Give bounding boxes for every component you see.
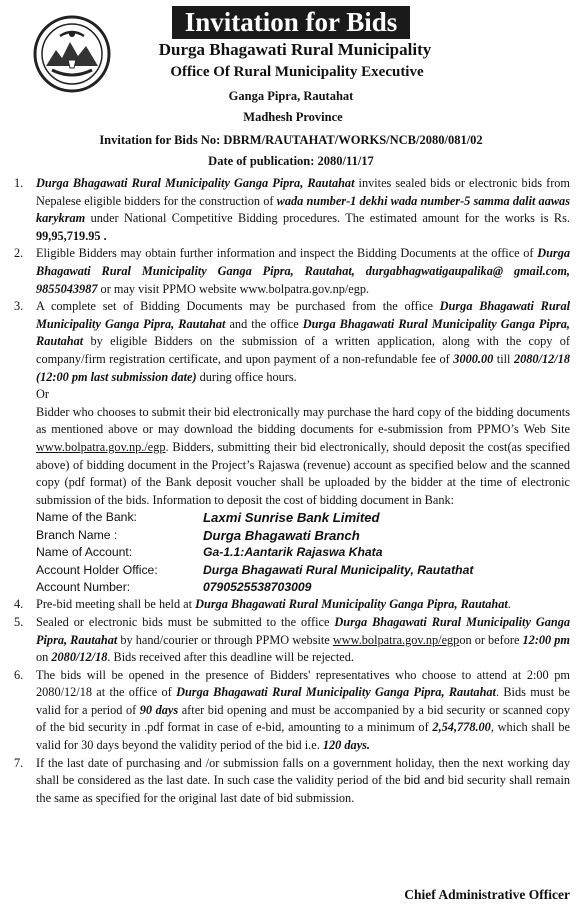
province: Madhesh Province <box>243 110 343 124</box>
text: and the office <box>225 316 303 331</box>
bank-value: Durga Bhagawati Branch <box>203 527 360 543</box>
emph: 120 days. <box>322 738 371 753</box>
text: The bids will be opened in the presence of Bidders' representatives who choose to attend at 2:00 pm 2080/12/18 at the office of <box>36 667 570 700</box>
emph: 90 days <box>139 702 179 717</box>
text: till <box>493 351 514 366</box>
clause-text <box>36 667 570 755</box>
bank-row <box>36 527 570 544</box>
bank-value: 0790525538703009 <box>203 579 312 594</box>
clause-7 <box>14 755 570 808</box>
emph: 2080/12/18 <box>51 650 108 665</box>
clause-number: 7. <box>14 755 24 770</box>
text: , which shall be valid for 30 days beyond the validity period of the bid i.e. <box>36 720 570 753</box>
bank-value: Ga-1.1:Aantarik Rajaswa Khata <box>203 545 383 560</box>
text: after bid opening and must be accompanied by a bid security or scanned copy of the bid security in .pdf format in case of e-bid, amounting to a minimum of <box>36 702 570 735</box>
text: Eligible Bidders may obtain further information and inspect the Bidding Documents at the office of <box>36 246 538 261</box>
clause-number: 6. <box>14 667 24 682</box>
clause-text <box>36 175 570 245</box>
clause-text <box>36 755 570 808</box>
clause-6 <box>14 667 570 755</box>
bank-value: Laxmi Sunrise Bank Limited <box>203 510 380 526</box>
text: invites sealed bids or electronic bids from Nepalese eligible bidders for the construction of <box>36 176 570 208</box>
publication-date: Date of publication: 2080/11/17 <box>208 154 374 168</box>
emph: Durga Bhagawati Rural Municipality Ganga Pipra, Rautahat <box>36 316 570 349</box>
bid-number: Invitation for Bids No: DBRM/RAUTAHAT/WORKS/NCB/2080/081/02 <box>99 133 483 147</box>
text: on <box>36 650 52 665</box>
emph: Durga Bhagawati Rural Municipality Ganga Pipra, Rautahat <box>36 176 355 190</box>
municipality-name: Durga Bhagawati Rural Municipality <box>158 40 432 59</box>
bank-label: Name of the Bank: <box>36 510 137 525</box>
clause-text <box>36 298 570 386</box>
emph: 12:00 pm <box>522 632 570 647</box>
clause-text <box>36 614 570 667</box>
clause-number: 3. <box>14 299 24 314</box>
bank-row <box>36 562 570 579</box>
bank-row <box>36 579 570 596</box>
clause-number: 2. <box>14 246 24 261</box>
bank-details <box>14 509 570 596</box>
bank-row <box>36 509 570 526</box>
clause-number: 1. <box>14 176 24 190</box>
deadline: 2080/12/18 (12:00 pm last submission date) <box>36 351 570 384</box>
text: during office hours. <box>196 369 297 384</box>
text: Pre-bid meeting shall be held at <box>36 597 196 612</box>
ppmo-link[interactable]: www.bolpatra.gov.np./egp <box>36 439 166 454</box>
signature-title: Chief Administrative Officer <box>404 887 570 902</box>
text: . <box>507 597 511 612</box>
bid-security-amount: 2,54,778.00 <box>432 720 491 735</box>
emph: Durga Bhagawati Rural Municipality Ganga Pipra, Rautahat <box>176 685 496 700</box>
clause-number: 5. <box>14 614 24 629</box>
bank-label: Account Number: <box>36 579 131 594</box>
emph: Durga Bhagawati Rural Municipality Ganga Pipra, Rautahat, durgabhagwatigaupalika@ gmail.com, 9855043987 <box>36 246 570 296</box>
text: bid and <box>403 773 445 788</box>
emph: Durga Bhagawati Rural Municipality Ganga Pipra, Rautahat <box>195 597 508 612</box>
clause-1 <box>14 175 570 245</box>
emph: Durga Bhagawati Rural Municipality Ganga Pipra, Rautahat <box>36 614 571 647</box>
bank-value: Durga Bhagawati Rural Municipality, Rautathat <box>203 562 474 577</box>
text: by hand/courier or through PPMO website <box>117 632 333 647</box>
electronic-bid-paragraph <box>14 404 570 510</box>
text: or may visit PPMO website www.bolpatra.gov.np/egp. <box>97 281 370 296</box>
location: Ganga Pipra, Rautahat <box>228 89 354 103</box>
clause-text <box>36 245 570 298</box>
clause-5 <box>14 614 570 667</box>
text: under National Competitive Bidding procedures. The estimated amount for the works is Rs. <box>85 211 570 226</box>
text: bid security shall remain the same as specified for the original last date of bid submission. <box>36 773 571 805</box>
estimated-amount: 99,95,719.95 . <box>36 228 107 243</box>
text: on or before <box>459 632 523 647</box>
clause-number: 4. <box>14 597 24 612</box>
clause-text <box>36 596 570 614</box>
notice-body <box>14 175 570 807</box>
text: . Bids must be valid for a period of <box>36 685 571 717</box>
text: Bidder who chooses to submit their bid electronically may purchase the hard copy of the bidding documents as mentioned above or may download the bidding documents for e-submission from PPMO’s Web Site <box>36 404 570 437</box>
bank-label: Name of Account: <box>36 545 133 560</box>
clause-4 <box>14 596 570 614</box>
text: A complete set of Bidding Documents may be purchased from the office <box>36 299 440 314</box>
text: . Bidders, submitting their bid electronically, should deposit the cost(as specified above) of bidding document in the Project’s Rajaswa (revenue) account as specified below and the scanned copy (pdf format) of the Bank deposit voucher shall be uploaded by the bidder at the time of electronic submission of the bids. Information to deposit the cost of bidding document in Bank: <box>36 439 570 507</box>
ppmo-link[interactable]: www.bolpatra.gov.np/egp <box>332 632 460 647</box>
invitation-banner: Invitation for Bids <box>172 6 410 39</box>
emph: wada number-1 dekhi wada number-5 samma dalit aawas karykram <box>36 193 570 226</box>
or-label: Or <box>36 387 49 402</box>
text: Sealed or electronic bids must be submitted to the office <box>36 614 335 629</box>
emph: Durga Bhagawati Rural Municipality Ganga Pipra, Rautahat <box>36 299 571 331</box>
clause-3 <box>14 298 570 386</box>
bank-label: Branch Name : <box>36 527 118 542</box>
bank-label: Account Holder Office: <box>36 562 158 577</box>
bank-row <box>36 544 570 561</box>
clause-2 <box>14 245 570 298</box>
office-name: Office Of Rural Municipality Executive <box>170 64 424 80</box>
text: . Bids received after this deadline will be rejected. <box>107 650 354 665</box>
text: by eligible Bidders on the submission of a written application, along with the copy of company/firm registration certificate, and upon payment of a non-refundable fee of <box>36 334 570 366</box>
text: If the last date of purchasing and /or submission falls on a government holiday, then the next working day shall be considered as the last date. In such case the validity period of the <box>36 755 570 788</box>
fee-amount: 3000.00 <box>453 351 494 366</box>
